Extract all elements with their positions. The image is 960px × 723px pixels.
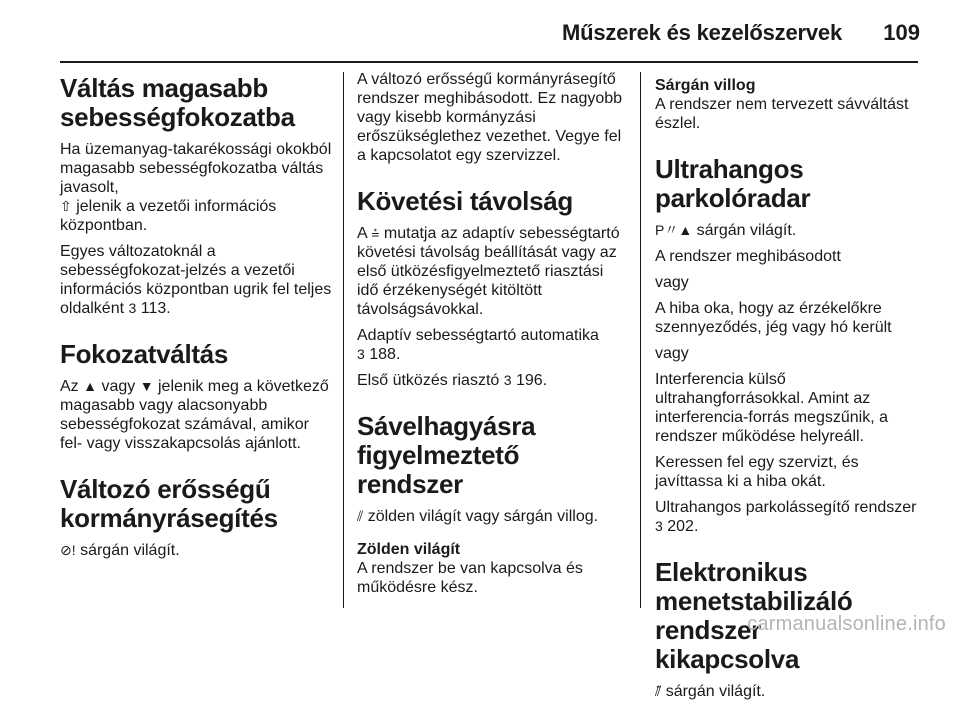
section-gear-shift (60, 340, 332, 453)
column-divider-right (640, 72, 641, 608)
paragraph: A ⩮ mutatja az adaptív sebességtartó követési távolság beállítását vagy az első ütközésfigyelmeztető riasztási idő érzékenységét kitöltött távolságsávokkal. (357, 225, 620, 318)
paragraph: A hiba oka, hogy az érzékelőkre szennyeződés, jég vagy hó került (655, 300, 892, 336)
paragraph: vagy (655, 345, 689, 362)
page-reference-icon: 3 (503, 372, 512, 388)
header-divider (60, 61, 918, 63)
paragraph: ⊘! sárgán világít. (60, 542, 180, 559)
paragraph: Első ütközés riasztó 3 196. (357, 372, 548, 389)
paragraph: Egyes változatoknál a sebességfokozat-jelzés a vezetői információs központban ugrik fel teljes oldalként 3 113. (60, 243, 332, 317)
subsection-title-yellow: Sárgán villog (655, 77, 756, 94)
section-title-lane-departure: Sávelhagyásra figyelmeztető rendszer (357, 411, 536, 499)
paragraph: vagy (655, 274, 689, 291)
paragraph: A rendszer be van kapcsolva és működésre kész. (357, 560, 583, 596)
section-title-gear-shift: Fokozatváltás (60, 339, 229, 369)
page-header (0, 0, 960, 60)
column-divider-left (343, 72, 344, 608)
paragraph: Ultrahangos parkolássegítő rendszer 3 202. (655, 499, 917, 535)
page-number: 109 (883, 20, 920, 45)
column-2 (357, 70, 629, 619)
upshift-icon: ⇧ (60, 198, 72, 214)
paragraph: Ha üzemanyag-takarékossági okokból magasabb sebességfokozatba váltás javasolt, ⇧ jelenik a vezetői információs központban. (60, 141, 332, 234)
section-yellow-flash (655, 76, 917, 133)
vehicle-ahead-icon: ⩮ (371, 225, 380, 241)
paragraph: ⫽ zölden világít vagy sárgán villog. (357, 508, 599, 525)
page-reference-icon: 3 (357, 346, 365, 362)
section-lane-departure (357, 412, 629, 597)
paragraph: A rendszer nem tervezett sávváltást észlel. (655, 96, 909, 132)
esc-off-icon: ⫽̃ (655, 683, 662, 699)
section-title-upshift: Váltás magasabb sebességfokozatba (60, 73, 295, 132)
paragraph: A változó erősségű kormányrásegítő rendszer meghibásodott. Ez nagyobb vagy kisebb kormányzási erőszükséglethez vezethet. Vegye fel a kapcsolatot egy szervizzel. (357, 71, 623, 164)
section-following-distance (357, 187, 629, 390)
section-title-esc-off: Elektronikus menetstabilizáló rendszer kikapcsolva (655, 557, 853, 674)
section-variable-steering (60, 475, 332, 560)
subsection-title-green: Zölden világít (357, 541, 461, 558)
paragraph: Az ▲ vagy ▼ jelenik meg a következő magasabb vagy alacsonyabb sebességfokozat számával, amikor fel- vagy visszakapcsolás ajánlott. (60, 378, 329, 452)
page-header-title: Műszerek és kezelőszervek (562, 20, 842, 45)
section-title-following-distance: Követési távolság (357, 186, 573, 216)
page-reference-icon: 3 (655, 518, 663, 534)
lane-departure-icon: ⫽ (357, 508, 364, 524)
section-title-parking-radar: Ultrahangos parkolóradar (655, 154, 811, 213)
steering-warning-icon: ⊘! (60, 542, 76, 558)
paragraph: Keressen fel egy szervizt, és javíttassa ki a hiba okát. (655, 454, 859, 490)
page-reference-icon: 3 (128, 300, 137, 316)
section-upshift (60, 74, 332, 318)
section-parking-radar (655, 155, 917, 536)
column-1 (60, 70, 332, 582)
section-title-variable-steering: Változó erősségű kormányrásegítés (60, 474, 278, 533)
arrow-down-icon: ▼ (139, 378, 154, 394)
section-steering-intro (357, 70, 629, 165)
arrow-up-icon: ▲ (83, 378, 97, 394)
paragraph: Interferencia külső ultrahangforrásokkal. Amint az interferencia-forrás megszűnik, a rendszer működése helyreáll. (655, 371, 888, 445)
watermark: carmanualsonline.info (747, 613, 946, 635)
paragraph: P〃▲ sárgán világít. (655, 222, 797, 239)
parking-radar-icon: P〃▲ (655, 222, 693, 238)
paragraph: Adaptív sebességtartó automatika 3 188. (357, 327, 599, 363)
paragraph: ⫽̃ sárgán világít. (655, 683, 766, 700)
paragraph: A rendszer meghibásodott (655, 248, 841, 265)
